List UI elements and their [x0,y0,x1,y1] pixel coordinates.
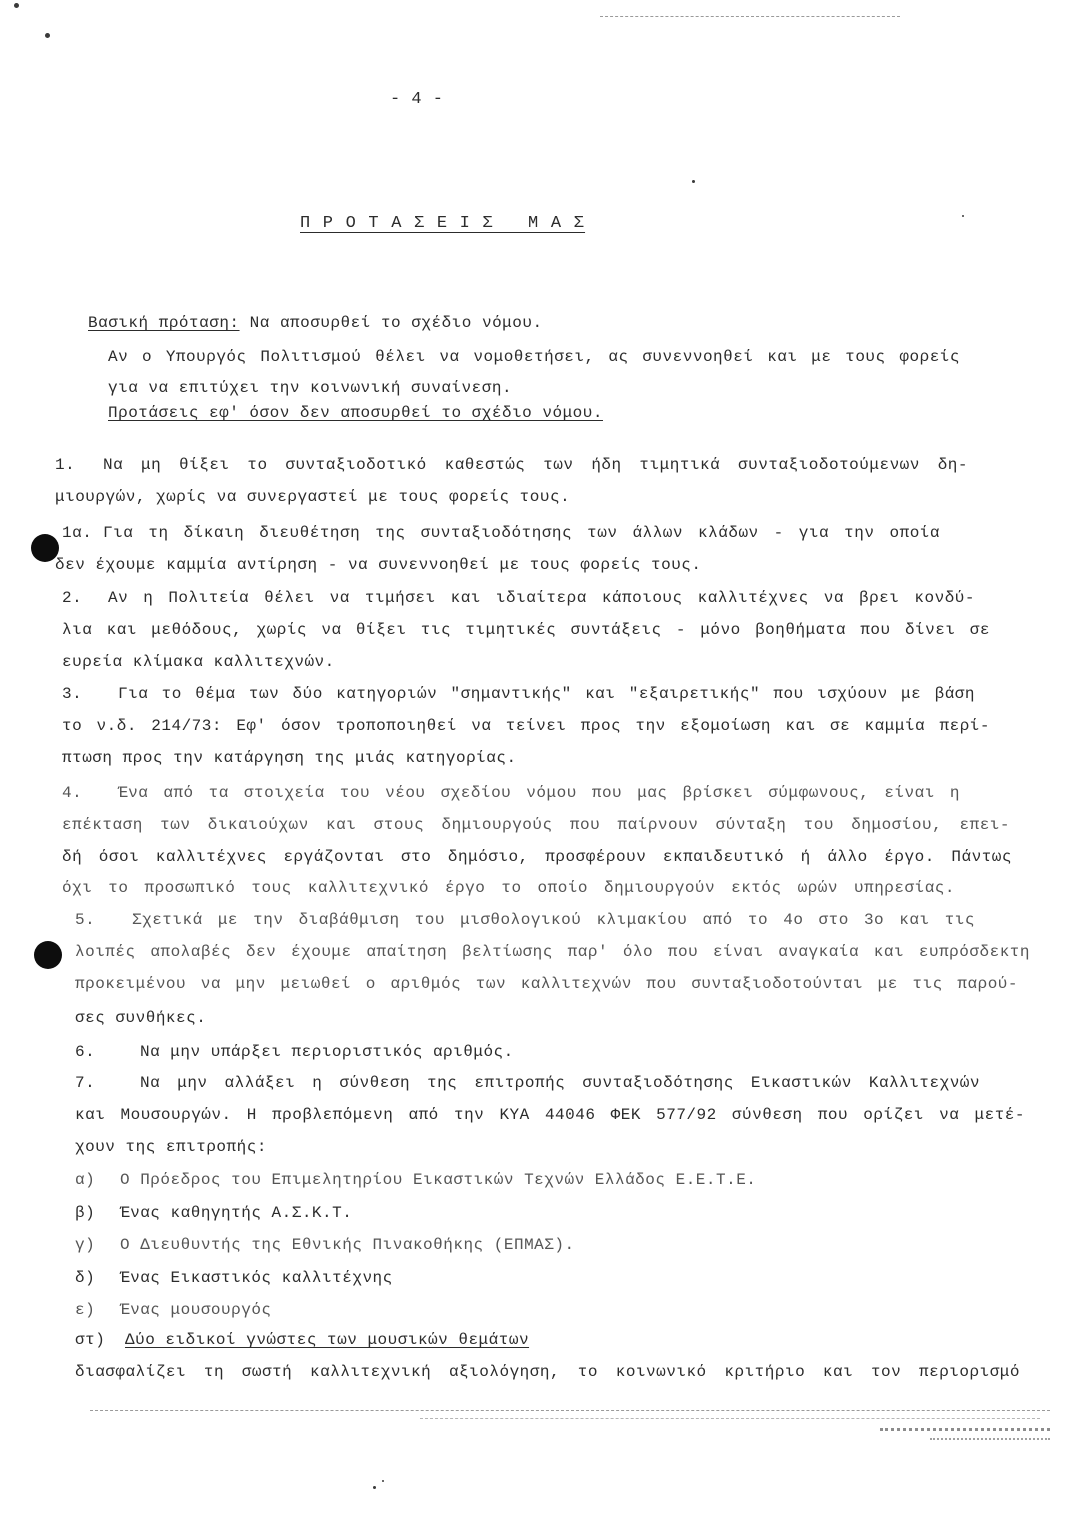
scan-speck [373,1486,376,1489]
main-proposal-label: Βασική πρόταση: [88,314,240,332]
scan-speck [45,33,50,38]
proposal-text: το ν.δ. 214/73: Εφ' όσον τροποποιηθεί να τείνει προς την εξομοίωση και σε καμμία περί- [62,717,990,735]
main-proposal [88,313,543,333]
proposal-number: 3. [62,685,83,703]
proposal-text: Να μην υπάρξει περιοριστικός αριθμός. [140,1043,514,1061]
proposal-text: και Μουσουργών. Η προβλεπόμενη από την ΚΥΑ 44046 ΦΕΚ 577/92 σύνθεση που ορίζει να μετέ- [75,1106,1025,1124]
proposal-number: 7. [75,1074,96,1092]
scan-speck [14,3,19,8]
proposal-1a [62,523,940,543]
proposal-number: 5. [75,911,96,929]
member-text: Δύο ειδικοί γνώστες των μουσικών θεμάτων [125,1331,530,1349]
member-label: α) [75,1171,96,1189]
committee-member [75,1268,393,1288]
proposal-text: προκειμένου να μην μειωθεί ο αριθμός των καλλιτεχνών που συνταξιοδοτούνται με τις παρού- [75,975,1018,993]
proposal-text: Για το θέμα των δύο κατηγοριών "σημαντικής" και "εξαιρετικής" που ισχύουν με βάση [118,685,975,703]
main-proposal-text: Να αποσυρθεί το σχέδιο νόμου. [239,314,543,332]
committee-member [75,1330,529,1350]
scan-edge-noise [420,1418,1040,1419]
proposal-text: χουν της επιτροπής: [75,1138,267,1156]
proposal-text: Σχετικά με την διαβάθμιση του μισθολογικού κλιμακίου από το 4ο στο 3ο και τις [132,911,975,929]
proposal-text: λοιπές απολαβές δεν έχουμε απαίτηση βελτίωσης παρ' όλο που είναι αναγκαία και ευπρόσδεκτη [75,943,1030,961]
proposal-number: 1α. [62,524,93,542]
scan-speck [382,1480,384,1482]
committee-member [75,1170,756,1190]
scan-edge-noise [880,1428,1050,1431]
proposal-text: σες συνθήκες. [75,1009,207,1027]
proposal-7 [75,1073,980,1093]
proposal-1 [55,455,968,475]
member-text: Ο Πρόεδρος του Επιμελητηρίου Εικαστικών Τεχνών Ελλάδος Ε.Ε.Τ.Ε. [120,1171,757,1189]
proposal-text: όχι το προσωπικό τους καλλιτεχνικό έργο το οποίο δημιουργούν εκτός ωρών υπηρεσίας. [62,879,955,897]
scan-edge-noise [930,1438,1050,1440]
proposal-2 [62,588,975,608]
proposal-number: 1. [55,456,76,474]
intro-line: για να επιτύχει την κοινωνική συναίνεση. [108,379,513,397]
proposal-text: Να μη θίξει το συνταξιοδοτικό καθεστώς των ήδη τιμητικά συνταξιοδοτούμενων δη- [103,456,968,474]
proposal-text: μιουργών, χωρίς να συνεργαστεί με τους φορείς τους. [55,488,571,506]
proposal-text: δεν έχουμε καμμία αντίρηση - να συνεννοηθεί με τους φορείς τους. [55,556,702,574]
proposal-text: Ένα από τα στοιχεία του νέου σχεδίου νόμου που μας βρίσκει σύμφωνους, είναι η [118,784,960,802]
scan-edge-noise [600,16,900,17]
committee-member [75,1235,575,1255]
proposal-text: πτωση προς την κατάργηση της μιάς κατηγορίας. [62,749,517,767]
member-label: β) [75,1204,96,1222]
member-label: ε) [75,1301,96,1319]
member-label: δ) [75,1269,96,1287]
proposal-text: επέκταση των δικαιούχων και στους δημιουργούς που παίρνουν σύνταξη του δημοσίου, επει- [62,816,1010,834]
member-text: Ένας μουσουργός [120,1301,272,1319]
proposal-text: ευρεία κλίμακα καλλιτεχνών. [62,653,335,671]
proposal-5 [75,910,975,930]
page-title: Π Ρ Ο Τ Α Σ Ε Ι Σ Μ Α Σ [300,214,586,233]
proposal-text: Για τη δίκαιη διευθέτηση της συνταξιοδότησης των άλλων κλάδων - για την οποία [103,524,940,542]
proposal-text: δή όσοι καλλιτέχνες εργάζονται στο δημόσιο, προσφέρουν εκπαιδευτικό ή άλλο έργο. Πάντως [62,848,1012,866]
member-text: Ένας Εικαστικός καλλιτέχνης [120,1269,393,1287]
page-number: - 4 - [390,90,444,109]
proposal-number: 2. [62,589,83,607]
scan-edge-noise [90,1410,1050,1411]
punch-hole [34,941,62,969]
committee-member [75,1203,352,1223]
member-text: Ο Διευθυντής της Εθνικής Πινακοθήκης (ΕΠΜΑΣ). [120,1236,575,1254]
member-label: γ) [75,1236,96,1254]
proposal-3 [62,684,975,704]
proposal-text: λια και μεθόδους, χωρίς να θίξει τις τιμητικές συντάξεις - μόνο βοηθήματα που δίνει σε [62,621,990,639]
proposal-6 [75,1042,514,1062]
proposal-number: 4. [62,784,83,802]
proposal-number: 6. [75,1043,96,1061]
committee-member [75,1300,272,1320]
scan-speck [962,215,964,217]
proposal-text: Να μην αλλάξει η σύνθεση της επιτροπής συνταξιοδότησης Εικαστικών Καλλιτεχνών [140,1074,980,1092]
proposal-4 [62,783,960,803]
conditional-heading: Προτάσεις εφ' όσον δεν αποσυρθεί το σχέδιο νόμου. [108,404,603,422]
member-text: Ένας καθηγητής Α.Σ.Κ.Τ. [120,1204,353,1222]
intro-line: Αν ο Υπουργός Πολιτισμού θέλει να νομοθετήσει, ας συνεννοηθεί και με τους φορείς [108,348,960,366]
closing-line: διασφαλίζει τη σωστή καλλιτεχνική αξιολόγηση, το κοινωνικό κριτήριο και τον περιορισμό [75,1363,1020,1381]
scan-speck [692,180,695,183]
member-label: στ) [75,1331,106,1349]
proposal-text: Αν η Πολιτεία θέλει να τιμήσει και ιδιαίτερα κάποιους καλλιτέχνες να βρει κονδύ- [108,589,975,607]
